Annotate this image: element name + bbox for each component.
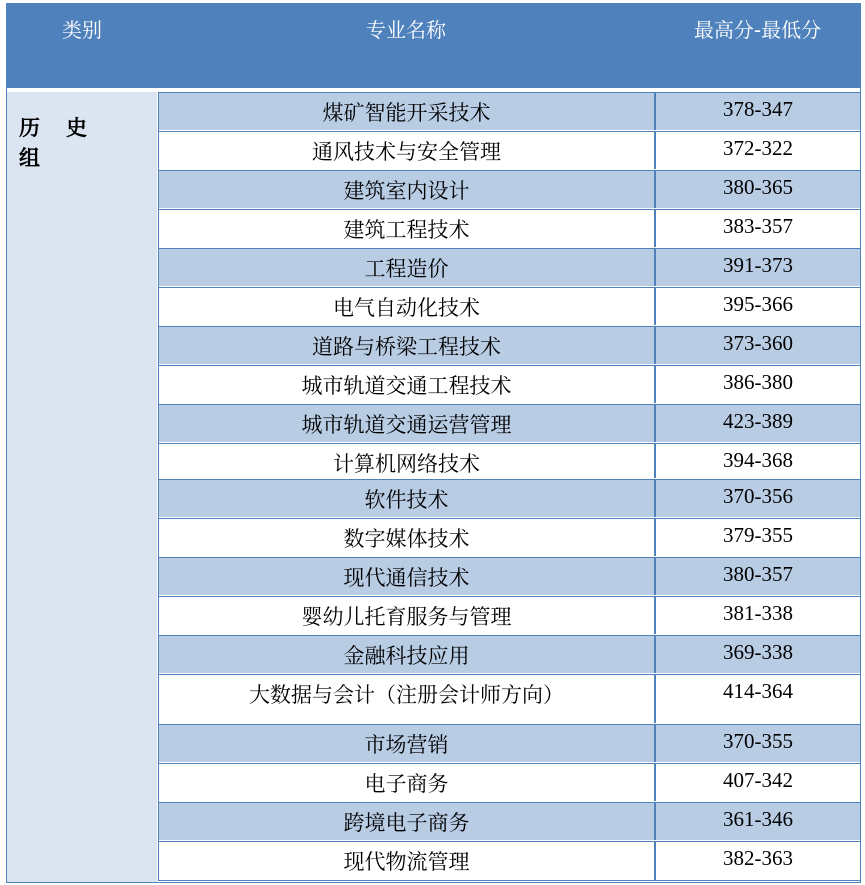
table-row: [159, 325, 860, 364]
major-name: 道路与桥梁工程技术: [312, 335, 501, 359]
score-range: 379-355: [723, 523, 793, 547]
score-range-cell: [656, 327, 860, 364]
major-name: 数字媒体技术: [343, 527, 470, 551]
score-range-cell: [656, 480, 860, 517]
major-name-cell: [159, 249, 654, 286]
major-name: 电子商务: [364, 772, 449, 796]
score-range: 370-356: [723, 484, 793, 508]
major-name-cell: [159, 132, 654, 169]
score-range: 386-380: [723, 370, 793, 394]
score-range-cell: [656, 842, 860, 880]
score-range: 372-322: [723, 136, 793, 160]
table-row: [159, 364, 860, 403]
score-range-cell: [656, 558, 860, 595]
major-name-cell: [159, 171, 654, 208]
group-label: 历史组: [19, 115, 113, 170]
score-range-cell: [656, 288, 860, 325]
score-range: 370-355: [723, 729, 793, 753]
table-row: [159, 478, 860, 517]
table-row: [159, 442, 860, 478]
score-range-cell: [656, 405, 860, 442]
score-range-cell: [656, 444, 860, 478]
score-range: 361-346: [723, 807, 793, 831]
table-row: [159, 723, 860, 762]
major-name: 城市轨道交通运营管理: [301, 413, 512, 437]
major-name-cell: [159, 842, 654, 880]
major-name: 跨境电子商务: [343, 811, 470, 835]
major-name-cell: [159, 764, 654, 801]
major-name: 计算机网络技术: [333, 452, 480, 476]
major-name-cell: [159, 405, 654, 442]
score-range-cell: [656, 725, 860, 762]
major-name-cell: [159, 444, 654, 478]
score-range-cell: [656, 636, 860, 673]
score-range: 378-347: [723, 97, 793, 121]
major-name: 电气自动化技术: [333, 296, 480, 320]
score-range: 383-357: [723, 214, 793, 238]
major-name: 城市轨道交通工程技术: [301, 374, 512, 398]
major-name: 现代物流管理: [343, 850, 470, 874]
score-range-cell: [656, 210, 860, 247]
score-range-cell: [656, 249, 860, 286]
table-row: [159, 634, 860, 673]
score-range: 380-365: [723, 175, 793, 199]
table-row: [159, 130, 860, 169]
score-range: 407-342: [723, 768, 793, 792]
header-major-name: 专业名称: [366, 18, 446, 42]
score-range: 373-360: [723, 331, 793, 355]
major-name-cell: [159, 366, 654, 403]
table-header: [7, 4, 860, 88]
major-name: 煤矿智能开采技术: [322, 101, 491, 125]
major-name: 现代通信技术: [343, 566, 470, 590]
major-name-cell: [159, 327, 654, 364]
header-category: 类别: [62, 18, 102, 42]
score-table: [6, 3, 861, 883]
table-row: [159, 91, 860, 130]
score-range: 391-373: [723, 253, 793, 277]
major-name: 工程造价: [364, 257, 449, 281]
score-range: 381-338: [723, 601, 793, 625]
score-range-cell: [656, 764, 860, 801]
major-name-cell: [159, 636, 654, 673]
major-name: 婴幼儿托育服务与管理: [301, 605, 512, 629]
table-row: [159, 169, 860, 208]
major-name-cell: [159, 480, 654, 517]
major-name-cell: [159, 725, 654, 762]
table-row: [159, 517, 860, 556]
table-row: [159, 801, 860, 840]
major-name-cell: [159, 675, 654, 723]
table-row: [159, 556, 860, 595]
table-row: [159, 286, 860, 325]
score-range: 414-364: [723, 679, 793, 703]
table-row: [159, 840, 860, 880]
major-name: 通风技术与安全管理: [312, 140, 501, 164]
table-row: [159, 595, 860, 634]
group-cell: [7, 92, 157, 882]
major-name: 金融科技应用: [343, 644, 470, 668]
score-range: 382-363: [723, 846, 793, 870]
score-range-cell: [656, 597, 860, 634]
major-name-cell: [159, 597, 654, 634]
major-name: 软件技术: [364, 488, 449, 512]
score-range: 395-366: [723, 292, 793, 316]
score-range-cell: [656, 803, 860, 840]
major-name-cell: [159, 288, 654, 325]
major-name: 建筑工程技术: [343, 218, 470, 242]
major-name-cell: [159, 558, 654, 595]
score-range-cell: [656, 132, 860, 169]
table-row: [159, 208, 860, 247]
table-row: [159, 762, 860, 801]
score-range-cell: [656, 675, 860, 723]
table-row: [159, 673, 860, 723]
table-row: [159, 403, 860, 442]
table-row: [159, 247, 860, 286]
score-range-cell: [656, 519, 860, 556]
major-name-cell: [159, 210, 654, 247]
major-name-cell: [159, 803, 654, 840]
score-range: 394-368: [723, 448, 793, 472]
major-name: 建筑室内设计: [343, 179, 470, 203]
score-range: 423-389: [723, 409, 793, 433]
score-range: 369-338: [723, 640, 793, 664]
score-range-cell: [656, 93, 860, 130]
major-name: 市场营销: [364, 733, 449, 757]
score-range: 380-357: [723, 562, 793, 586]
score-range-cell: [656, 171, 860, 208]
score-range-cell: [656, 366, 860, 403]
major-name-cell: [159, 519, 654, 556]
header-score-range: 最高分-最低分: [693, 18, 822, 42]
major-name: 大数据与会计（注册会计师方向）: [249, 683, 564, 707]
major-name-cell: [159, 93, 654, 130]
